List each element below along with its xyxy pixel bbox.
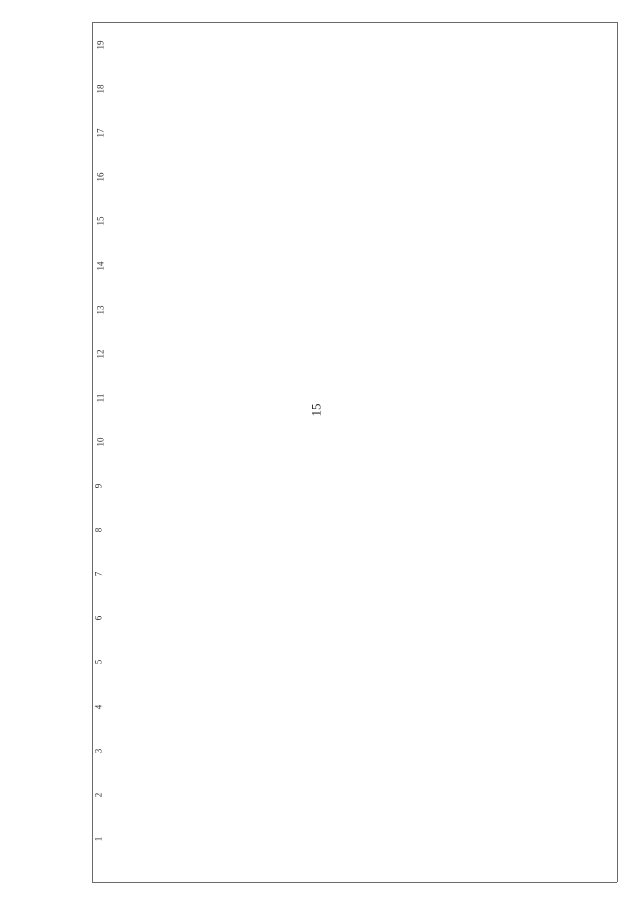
column-number: 11 [95, 393, 106, 403]
table-top-band [92, 22, 617, 134]
column-number: 14 [95, 261, 106, 271]
column-number: 9 [93, 483, 104, 489]
column-number: 1 [93, 836, 104, 842]
column-number: 13 [95, 305, 106, 315]
column-number: 17 [95, 128, 106, 138]
table-rule [92, 22, 93, 882]
page-number: 15 [308, 403, 324, 417]
column-number: 4 [93, 704, 104, 709]
column-number: 16 [95, 172, 106, 182]
column-number-header [92, 22, 114, 882]
column-number: 15 [95, 216, 106, 226]
column-number: 6 [93, 616, 104, 621]
column-number: 10 [95, 437, 106, 447]
table-rule [92, 882, 617, 883]
table-rule [617, 22, 618, 882]
column-number: 8 [93, 527, 104, 533]
column-number: 12 [95, 349, 106, 359]
column-number: 2 [93, 792, 104, 798]
table-rule [92, 22, 617, 23]
column-number: 19 [95, 40, 106, 50]
column-number: 5 [93, 660, 104, 665]
column-number: 18 [95, 84, 106, 94]
column-number: 3 [93, 748, 104, 753]
column-number: 7 [93, 572, 104, 577]
